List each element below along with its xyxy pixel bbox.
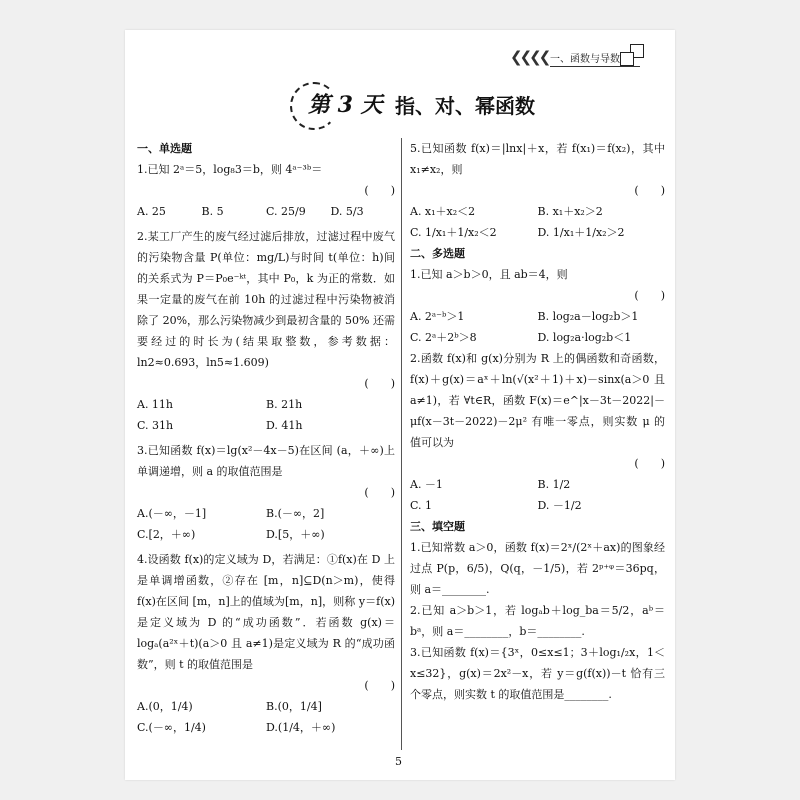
answer-blank: ( )	[364, 679, 395, 692]
option-c: C. 25/9	[266, 205, 306, 218]
option-d: D. －1/2	[537, 499, 582, 512]
option-list	[137, 201, 395, 222]
option-c: C. 1	[410, 499, 433, 512]
page-number: 5	[395, 755, 402, 768]
option-c: C. 31h	[137, 419, 174, 432]
running-header	[510, 46, 650, 70]
option-c: C. 2ᵃ＋2ᵇ＞8	[410, 331, 477, 344]
option-a: A. x₁＋x₂＜2	[410, 205, 476, 218]
option-b: B. 1/2	[537, 478, 571, 491]
question-stem: 3.已知函数 f(x)＝lg(x²－4x－5)在区间 (a，＋∞)上单调递增，则 a 的取值范围是	[137, 444, 395, 478]
option-d: D. 41h	[266, 419, 303, 432]
option-b: B.(0，1/4]	[266, 700, 322, 713]
option-d: D. log₂a·log₂b＜1	[537, 331, 632, 344]
section-heading-multi-choice: 二、多选题	[410, 247, 465, 260]
option-b: B. 21h	[266, 398, 303, 411]
option-c: C. 1/x₁＋1/x₂＜2	[410, 226, 497, 239]
option-c: C.(－∞，1/4)	[137, 721, 206, 734]
option-list	[137, 394, 395, 436]
column-divider	[401, 138, 402, 750]
answer-blank: ( )	[634, 184, 665, 197]
option-d: D. 5/3	[330, 205, 364, 218]
book-page	[125, 30, 675, 780]
header-section-title: 一、函数与导数	[550, 54, 620, 65]
option-a: A.(0，1/4)	[137, 700, 193, 713]
question-2	[137, 226, 395, 436]
option-d: D. 1/x₁＋1/x₂＞2	[537, 226, 625, 239]
section-heading-single-choice: 一、单选题	[137, 142, 192, 155]
question-stem: 2.已知 a＞b＞1，若 logₐb＋log_ba＝5/2，aᵇ＝bᵃ，则 a＝________，b＝________.	[410, 604, 665, 638]
fill-question-2	[410, 600, 665, 642]
option-list	[410, 201, 665, 243]
option-d: D.[5，＋∞)	[266, 528, 325, 541]
question-stem: 2.某工厂产生的废气经过滤后排放，过滤过程中废气的污染物含量 P(单位：mg/L)与时间 t(单位：h)间的关系式为 P＝P₀e⁻ᵏᵗ，其中 P₀，k 为正的常数．如果一定量的废气在前 10h 的过滤过程中污染物被消除了 20%，那么污染物减少到最初含量的 50% 还需要经过的时长为(结果取整数，参考数据：ln2≈0.693，ln5≈1.609)	[137, 230, 395, 369]
topic-label: 指、对、幂函数	[395, 94, 535, 118]
question-3	[137, 440, 395, 545]
question-stem: 1.已知常数 a＞0，函数 f(x)＝2ˣ/(2ˣ＋ax)的图象经过点 P(p，6/5)，Q(q，－1/5)，若 2ᵖ⁺ᵠ＝36pq，则 a＝________.	[410, 541, 665, 596]
question-stem: 1.已知 a＞b＞0，且 ab＝4，则	[410, 268, 568, 281]
fill-question-3	[410, 642, 665, 705]
option-a: A. －1	[410, 478, 443, 491]
option-list	[137, 696, 395, 738]
option-list	[137, 503, 395, 545]
option-b: B. x₁＋x₂＞2	[537, 205, 603, 218]
left-column	[137, 138, 395, 738]
question-stem: 1.已知 2ᵃ＝5，log₈3＝b，则 4ᵃ⁻³ᵇ＝	[137, 163, 323, 176]
answer-blank: ( )	[634, 457, 665, 470]
answer-blank: ( )	[364, 184, 395, 197]
question-4	[137, 549, 395, 738]
option-d: D.(1/4，＋∞)	[266, 721, 336, 734]
chevron-decoration-icon: ❮❮❮❮	[510, 48, 549, 66]
question-stem: 2.函数 f(x)和 g(x)分别为 R 上的偶函数和奇函数，f(x)＋g(x)＝aˣ＋ln(√(x²＋1)＋x)－sinx(a＞0 且 a≠1)，若 ∀t∈R，函数 F(x)＝e^|x－3t－2022|－μf(x－3t－2022)－2μ² 有唯一零点，则实数 μ 的值可以为	[410, 352, 665, 449]
header-underline	[550, 66, 640, 67]
square-decoration-icon	[620, 52, 634, 66]
fill-question-1	[410, 537, 665, 600]
answer-blank: ( )	[364, 486, 395, 499]
option-b: B. 5	[201, 205, 224, 218]
option-b: B. log₂a－log₂b＞1	[537, 310, 639, 323]
option-list	[410, 306, 665, 348]
option-list	[410, 474, 665, 516]
option-c: C.[2，＋∞)	[137, 528, 196, 541]
multi-question-2	[410, 348, 665, 516]
option-a: A. 2ᵃ⁻ᵇ＞1	[410, 310, 465, 323]
option-b: B.(－∞，2]	[266, 507, 325, 520]
multi-question-1	[410, 264, 665, 348]
option-a: A. 11h	[137, 398, 174, 411]
day-label: 第 3 天	[308, 92, 383, 118]
question-stem: 5.已知函数 f(x)＝|lnx|＋x，若 f(x₁)＝f(x₂)，其中 x₁≠x₂，则	[410, 142, 665, 176]
option-a: A. 25	[137, 205, 166, 218]
question-stem: 3.已知函数 f(x)＝{3ˣ，0≤x≤1；3＋log₁/₂x，1＜x≤32}，g(x)＝2x²－x，若 y＝g(f(x))－t 恰有三个零点，则实数 t 的取值范围是________.	[410, 646, 665, 701]
question-5	[410, 138, 665, 243]
answer-blank: ( )	[364, 377, 395, 390]
option-a: A.(－∞，－1]	[137, 507, 207, 520]
right-column	[410, 138, 665, 705]
answer-blank: ( )	[634, 289, 665, 302]
section-heading-fill-in: 三、填空题	[410, 520, 465, 533]
question-1	[137, 159, 395, 222]
question-stem: 4.设函数 f(x)的定义域为 D，若满足：①f(x)在 D 上是单调增函数，②存在 [m，n]⊆D(n＞m)，使得 f(x)在区间 [m，n]上的值域为[m，n]，则称 y＝f(x)是定义域为 D 的“成功函数”．若函数 g(x)＝logₐ(a²ˣ＋t)(a＞0 且 a≠1)是定义域为 R 的“成功函数”，则 t 的取值范围是	[137, 553, 395, 671]
